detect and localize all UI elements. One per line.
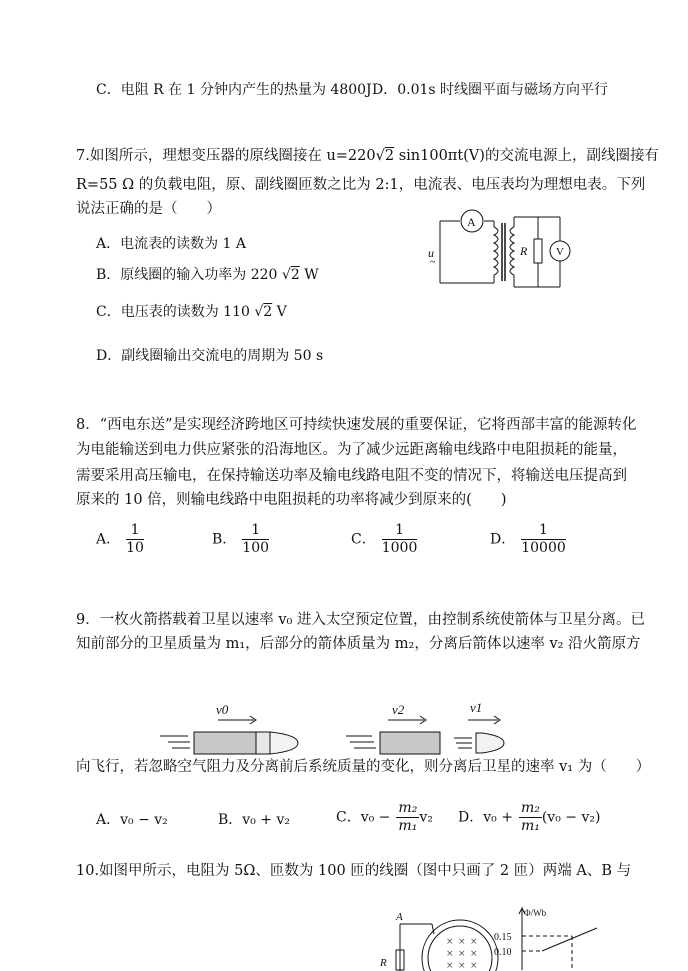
option-label: D．v₀ + <box>458 809 513 826</box>
voltmeter-label: V <box>556 246 564 258</box>
fraction <box>382 522 418 557</box>
y-axis-label: Φ/Wb <box>524 908 547 918</box>
fraction <box>242 522 269 557</box>
q8-option-c <box>351 522 417 557</box>
q7-option-d: D．副线圈输出交流电的周期为 50 s <box>96 348 324 364</box>
resistor-label: R <box>520 244 528 258</box>
label-r: R <box>380 957 387 969</box>
v2-label: v2 <box>392 702 405 717</box>
q7-line-2: R=55 Ω 的负载电阻，原、副线圈匝数之比为 2:1，电流表、电压表均为理想电表。下列 <box>76 177 646 193</box>
option-tail: v₂ <box>419 809 433 826</box>
q9-option-b: B．v₀ + v₂ <box>218 812 290 828</box>
svg-text:×: × <box>458 937 466 947</box>
q9-option-c <box>336 800 433 835</box>
label-a: A <box>396 911 403 923</box>
q8-option-b <box>212 522 269 557</box>
option-label: C． <box>351 531 376 548</box>
denominator: 10 <box>126 540 144 556</box>
denominator: 100 <box>242 540 270 556</box>
numerator: 1 <box>126 522 144 540</box>
v1-label: v1 <box>470 700 483 715</box>
ammeter-label: A <box>467 215 476 229</box>
q9-option-d <box>458 800 600 835</box>
q9-option-a: A．v₀ − v₂ <box>96 812 168 828</box>
svg-text:×: × <box>446 937 454 947</box>
q8-line-4: 原来的 10 倍，则输电线路中电阻损耗的功率将减少到原来的( ) <box>76 492 507 508</box>
q7-option-b-post: W <box>304 267 319 283</box>
q7-line-1-pre: 7.如图所示，理想变压器的原线圈接在 u=220 <box>76 148 376 164</box>
q7-option-b-pre: B．原线圈的输入功率为 220 <box>96 267 278 283</box>
option-label: C．v₀ − <box>336 809 391 826</box>
denominator: 1000 <box>381 540 418 556</box>
q6-option-d: D．0.01s 时线圈平面与磁场方向平行 <box>372 82 609 98</box>
rocket-separation-figure <box>150 692 520 762</box>
sqrt-2: √2 <box>254 304 273 320</box>
denominator: 10000 <box>521 540 566 556</box>
q9-line-1: 9．一枚火箭搭载着卫星以速率 v₀ 进入太空预定位置，由控制系统使箭体与卫星分离。已 <box>76 612 645 628</box>
q10-figure <box>372 900 612 971</box>
q8-line-1: 8．“西电东送”是实现经济跨地区可持续快速发展的重要保证，它将西部丰富的能源转化 <box>76 417 637 433</box>
q7-option-b <box>96 265 319 285</box>
source-label: u <box>428 246 434 260</box>
q7-option-c-pre: C．电压表的读数为 110 <box>96 304 250 320</box>
q7-line-1 <box>76 146 659 166</box>
q9-line-2: 知前部分的卫星质量为 m₁，后部分的箭体质量为 m₂，分离后箭体以速率 v₂ 沿火箭原方 <box>76 636 641 652</box>
numerator: m₂ <box>520 800 540 816</box>
q7-option-c-post: V <box>276 304 287 320</box>
numerator: m₂ <box>398 800 418 816</box>
option-label: B． <box>212 531 237 548</box>
q7-line-3: 说法正确的是（ ） <box>76 201 221 217</box>
denominator: m₁ <box>398 818 418 834</box>
svg-text:×: × <box>446 961 454 971</box>
option-label: D． <box>490 531 516 548</box>
fraction <box>396 800 419 835</box>
q8-line-3: 需要采用高压输电，在保持输送功率及输电线路电阻不变的情况下，将输送电压提高到 <box>76 468 627 484</box>
option-label: A． <box>96 531 121 548</box>
fraction <box>521 522 566 557</box>
sqrt-2: √2 <box>281 267 300 283</box>
tick-0-10: 0.10 <box>494 947 512 958</box>
q7-option-c <box>96 302 287 322</box>
denominator: m₁ <box>520 818 540 834</box>
q8-option-d <box>490 522 566 557</box>
option-tail: (v₀ − v₂) <box>541 809 601 826</box>
numerator: 1 <box>521 522 566 540</box>
q10-line-1: 10.如图甲所示，电阻为 5Ω、匝数为 100 匝的线圈（图中只画了 2 匝）两端 A、B 与 <box>76 863 632 879</box>
tick-0-15: 0.15 <box>494 932 512 943</box>
svg-text:×: × <box>446 949 454 959</box>
q6-option-c: C．电阻 R 在 1 分钟内产生的热量为 4800J <box>96 82 372 98</box>
svg-text:×: × <box>458 949 466 959</box>
numerator: 1 <box>382 522 418 540</box>
fraction <box>126 522 144 557</box>
q8-option-a <box>96 522 144 557</box>
svg-text:×: × <box>470 949 478 959</box>
svg-text:×: × <box>470 961 478 971</box>
ac-symbol-icon: ~ <box>430 257 436 268</box>
sqrt-2: √2 <box>375 148 395 164</box>
q7-option-a: A．电流表的读数为 1 A <box>96 236 247 252</box>
q8-line-2: 为电能输送到电力供应紧张的沿海地区。为了减少远距离输电线路中电阻损耗的能量， <box>76 442 627 458</box>
v0-label: v0 <box>216 702 229 717</box>
transformer-circuit-figure <box>420 205 590 295</box>
numerator: 1 <box>242 522 269 540</box>
fraction <box>519 800 542 835</box>
q9-line-3: 向飞行，若忽略空气阻力及分离前后系统质量的变化，则分离后卫星的速率 v₁ 为（ ） <box>76 759 651 775</box>
svg-text:×: × <box>470 937 478 947</box>
svg-text:×: × <box>458 961 466 971</box>
q7-line-1-post: sin100πt(V)的交流电源上，副线圈接有 <box>398 148 659 164</box>
